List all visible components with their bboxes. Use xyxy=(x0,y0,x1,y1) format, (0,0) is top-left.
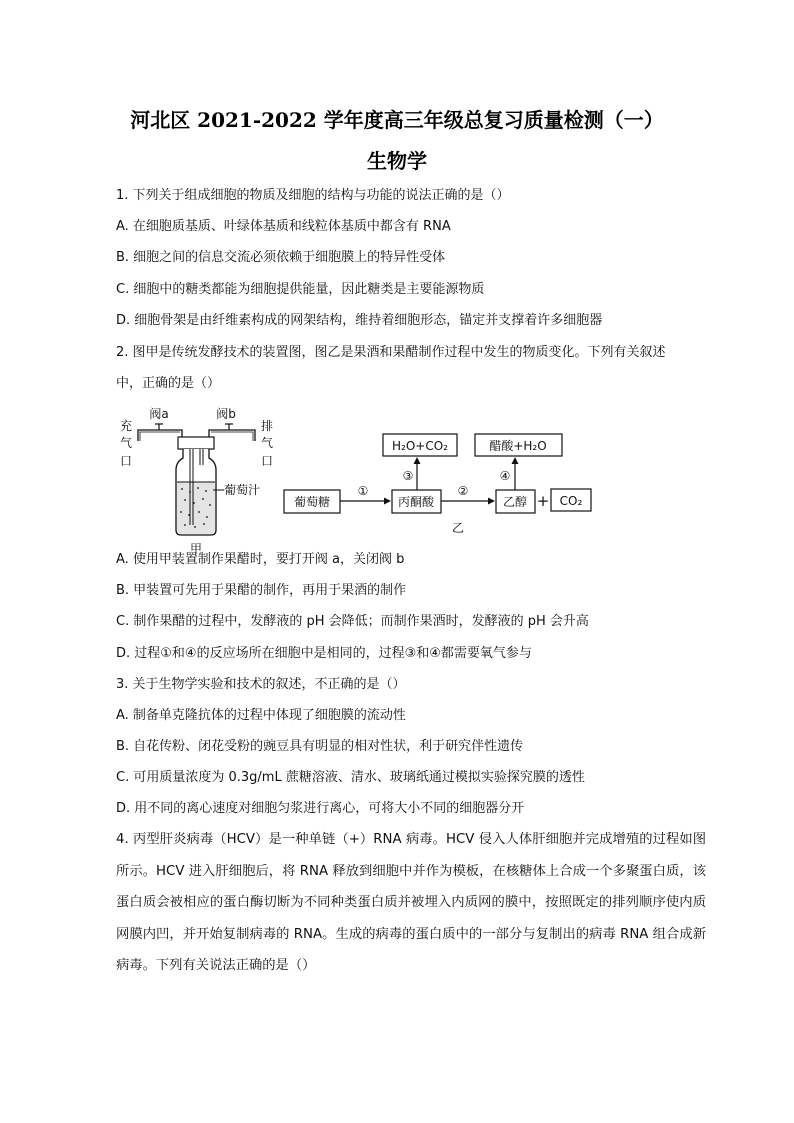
plus-sign: + xyxy=(536,492,550,510)
exam-title: 河北区 2021-2022 学年度高三年级总复习质量检测（一） xyxy=(130,108,664,132)
valve-a-label: 阀a xyxy=(149,407,169,421)
q1-option-c: C. 细胞中的糖类都能为细胞提供能量，因此糖类是主要能源物质 xyxy=(116,282,485,297)
step-4-label: ④ xyxy=(499,469,511,483)
co2-box: CO₂ xyxy=(559,494,583,508)
juice-label: 葡萄汁 xyxy=(224,483,261,497)
inlet-label-1: 充 xyxy=(119,419,133,433)
acetic-acid-box: 醋酸+H₂O xyxy=(489,439,547,453)
step-3-label: ③ xyxy=(402,469,414,483)
valve-b-label: 阀b xyxy=(216,407,236,421)
q3-option-a: A. 制备单克隆抗体的过程中体现了细胞膜的流动性 xyxy=(116,708,406,723)
q2-option-c: C. 制作果醋的过程中，发酵液的 pH 会降低；而制作果酒时，发酵液的 pH 会升高 xyxy=(116,614,589,629)
q3-stem: 3. 关于生物学实验和技术的叙述，不正确的是（） xyxy=(116,677,406,692)
outlet-label-3: 口 xyxy=(260,454,274,468)
outlet-label-2: 气 xyxy=(260,436,274,450)
subject-title: 生物学 xyxy=(367,149,427,173)
q2-stem-line1: 2. 图甲是传统发酵技术的装置图，图乙是果酒和果醋制作过程中发生的物质变化。下列有关叙述 xyxy=(116,345,666,360)
q2-option-d: D. 过程①和④的反应场所在细胞中是相同的，过程③和④都需要氧气参与 xyxy=(116,646,532,661)
q3-option-c: C. 可用质量浓度为 0.3g/mL 蔗糖溶液、清水、玻璃纸通过模拟实验探究膜的透性 xyxy=(116,770,585,785)
q4-paragraph: 4. 丙型肝炎病毒（HCV）是一种单链（+）RNA 病毒。HCV 侵入人体肝细胞并完成增殖的过程如图所示。HCV 进入肝细胞后，将 RNA 释放到细胞中并作为模板，在核糖体上合成一个多聚蛋白质，该蛋白质会被相应的蛋白酶切断为不同种类蛋白质并被埋入内质网的膜中，按照既定的排列顺序使内质网膜内凹，并开始复制病毒的 RNA。生成的病毒的蛋白质中的一部分与复制出的病毒 RNA 组合成新病毒。下列有关说法正确的是（） xyxy=(116,832,706,974)
figure-jia-label: 甲 xyxy=(189,542,203,556)
q3-option-d: D. 用不同的离心速度对细胞匀浆进行离心，可将大小不同的细胞器分开 xyxy=(116,801,525,816)
inlet-label-3: 口 xyxy=(119,454,133,468)
q3-option-b: B. 自花传粉、闭花受粉的豌豆具有明显的相对性状，利于研究伴性遗传 xyxy=(116,739,524,754)
ethanol-box: 乙醇 xyxy=(502,495,528,509)
step-2-label: ② xyxy=(457,484,469,498)
q2-option-b: B. 甲装置可先用于果醋的制作，再用于果酒的制作 xyxy=(116,583,407,598)
step-1-label: ① xyxy=(357,484,369,498)
h2o-co2-box: H₂O+CO₂ xyxy=(392,439,448,453)
q1-stem: 1. 下列关于组成细胞的物质及细胞的结构与功能的说法正确的是（） xyxy=(116,188,510,203)
pyruvate-box: 丙酮酸 xyxy=(397,495,435,509)
q2-stem-line2: 中，正确的是（） xyxy=(116,376,221,391)
inlet-label-2: 气 xyxy=(119,436,133,450)
q1-option-d: D. 细胞骨架是由纤维素构成的网架结构，维持着细胞形态，锚定并支撑着许多细胞器 xyxy=(116,313,603,328)
outlet-label-1: 排 xyxy=(260,419,274,433)
q1-option-b: B. 细胞之间的信息交流必须依赖于细胞膜上的特异性受体 xyxy=(116,250,446,265)
q1-option-a: A. 在细胞质基质、叶绿体基质和线粒体基质中都含有 RNA xyxy=(116,219,451,234)
glucose-box: 葡萄糖 xyxy=(293,495,331,509)
figure-yi-label: 乙 xyxy=(451,521,465,535)
fermenter-apparatus xyxy=(138,424,255,535)
q2-option-a: A. 使用甲装置制作果醋时，要打开阀 a，关闭阀 b xyxy=(116,552,405,567)
